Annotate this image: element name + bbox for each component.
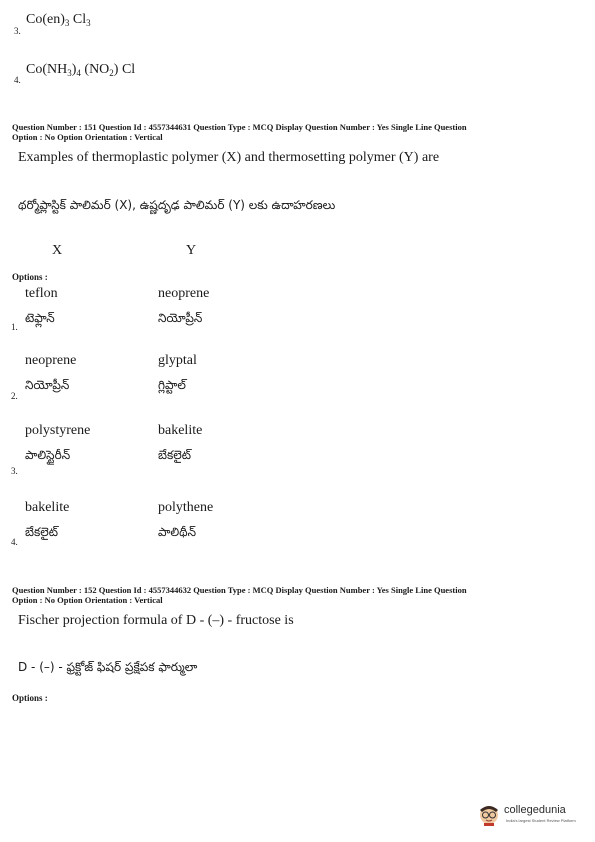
options-label-152: Options : — [12, 693, 48, 703]
option-number-3: 3. — [14, 26, 21, 36]
question-meta: Question Number : 151 Question Id : 4557344631 Question Type : MCQ Display Question Number : Yes Single Line Question — [12, 122, 467, 132]
option-2-y-en: glyptal — [158, 353, 197, 368]
option-2-x-te: నియోప్రీన్ — [25, 378, 70, 392]
option-number-4b: 4. — [11, 537, 18, 547]
option-formula-4: $Co(NH_3)_4$ $(NO_2)$ Cl — [26, 62, 136, 78]
option-1-x-te: టెఫ్లాన్ — [25, 311, 55, 325]
option-number-1: 1. — [11, 322, 18, 332]
option-number-2: 2. — [11, 391, 18, 401]
question-text-en-152: Fischer projection formula of D - (–) - fructose is — [18, 613, 294, 628]
option-3-y-te: బేకలైట్ — [158, 448, 192, 462]
question-meta-152: Question Number : 152 Question Id : 4557344632 Question Type : MCQ Display Question Number : Yes Single Line Question — [12, 585, 467, 595]
options-label: Options : — [12, 272, 48, 282]
option-4-y-te: పాలిథీన్ — [158, 525, 197, 539]
option-1-y-te: నియోప్రీన్ — [158, 311, 203, 325]
column-header-y: Y — [186, 243, 197, 258]
question-text-te: థర్మోప్లాస్టిక్ పాలిమర్ (X), ఉష్ణదృఢ పాలిమర్ (Y) లకు ఉదాహరణలు — [18, 198, 336, 212]
option-4-x-te: బేకలైట్ — [25, 525, 59, 539]
option-1-x-en: teflon — [25, 286, 58, 301]
question-meta-options: Option : No Option Orientation : Vertical — [12, 132, 163, 142]
question-meta-options-152: Option : No Option Orientation : Vertical — [12, 595, 163, 605]
question-text-te-152: D - (–) - ఫ్రక్టోజ్ ఫిషర్ ప్రక్షేపక ఫార్ములా — [18, 660, 198, 674]
option-number-3b: 3. — [11, 466, 18, 476]
column-header-x: X — [52, 243, 63, 258]
question-text-en: Examples of thermoplastic polymer (X) and thermosetting polymer (Y) are — [18, 150, 440, 165]
option-3-y-en: bakelite — [158, 423, 203, 438]
option-3-x-te: పాలిస్టైరీన్ — [25, 448, 71, 462]
logo-mascot-icon — [476, 800, 502, 826]
option-4-y-en: polythene — [158, 500, 214, 515]
option-1-y-en: neoprene — [158, 286, 210, 301]
option-4-x-en: bakelite — [25, 500, 70, 515]
logo-brand: collegedunia — [504, 804, 566, 816]
option-2-y-te: గ్లిప్టాల్ — [158, 378, 186, 392]
option-3-x-en: polystyrene — [25, 423, 91, 438]
option-number-4: 4. — [14, 75, 21, 85]
option-2-x-en: neoprene — [25, 353, 77, 368]
option-formula-3: $Co(en)_3$ $Cl_3$ — [26, 12, 91, 28]
logo-tagline: India's largest Student Review Platform — [506, 818, 576, 823]
